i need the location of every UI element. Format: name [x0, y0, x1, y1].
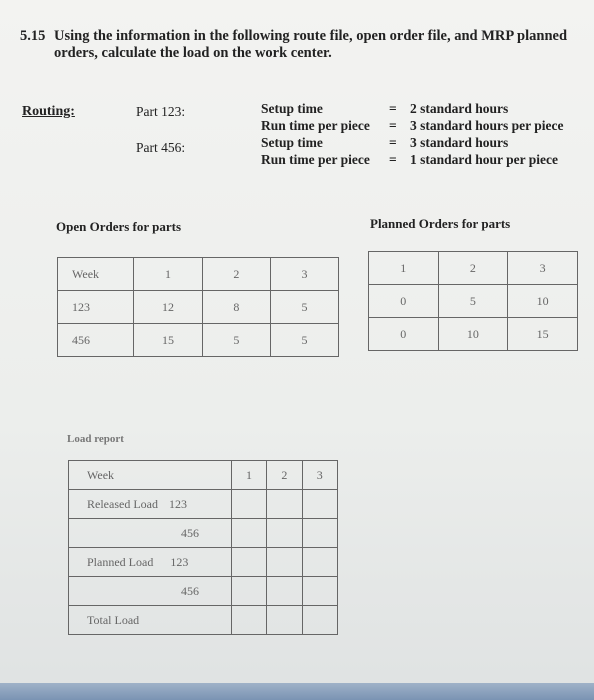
- part-456-label: Part 456:: [136, 140, 186, 155]
- table-row: [69, 490, 338, 519]
- routing-value: 1 standard hour per piece: [410, 152, 559, 167]
- problem-number: 5.15: [20, 28, 46, 44]
- empty-cell: [231, 606, 266, 635]
- table-cell: 5: [270, 291, 338, 324]
- empty-cell: [231, 490, 266, 519]
- routing-equals: =: [389, 101, 397, 116]
- table-row: [58, 324, 339, 357]
- empty-cell: [231, 577, 266, 606]
- week-cell: 2: [267, 461, 302, 490]
- problem-text: Using the information in the following route file, open order file, and MRP planned orders, calculate the load on the work center.: [54, 28, 568, 61]
- table-row: [69, 519, 338, 548]
- table-cell: 0: [369, 318, 439, 351]
- bottom-edge-strip: [0, 683, 594, 700]
- part-number: 123: [170, 554, 189, 569]
- empty-cell: [267, 490, 302, 519]
- planned-load-label: [69, 548, 232, 577]
- planned-orders-title: Planned Orders for parts: [370, 216, 511, 231]
- table-row: [369, 252, 578, 285]
- part-number: 456: [69, 519, 232, 548]
- routing-value: 3 standard hours per piece: [410, 118, 564, 133]
- routing-equals: =: [389, 118, 397, 133]
- part-number: 123: [168, 496, 187, 511]
- table-row: [58, 291, 339, 324]
- empty-cell: [302, 490, 337, 519]
- table-row: [69, 548, 338, 577]
- empty-cell: [267, 548, 302, 577]
- table-row: [58, 258, 339, 291]
- load-report-table: [68, 460, 338, 635]
- part-number: 456: [69, 577, 232, 606]
- empty-cell: [231, 519, 266, 548]
- table-cell: 5: [438, 285, 508, 318]
- open-orders-table: [57, 257, 339, 357]
- table-header-cell: Week: [58, 258, 134, 291]
- table-row: [369, 318, 578, 351]
- table-cell: 5: [202, 324, 270, 357]
- routing-value: 3 standard hours: [410, 135, 509, 150]
- empty-cell: [302, 606, 337, 635]
- planned-load-text: Planned Load: [87, 554, 154, 569]
- routing-value: 2 standard hours: [410, 101, 509, 116]
- table-cell: 10: [508, 285, 578, 318]
- table-header-cell: 3: [508, 252, 578, 285]
- routing-label: Routing:: [22, 104, 75, 119]
- week-cell: 3: [302, 461, 337, 490]
- table-header-cell: 2: [438, 252, 508, 285]
- empty-cell: [302, 577, 337, 606]
- table-cell: 8: [202, 291, 270, 324]
- table-cell: 0: [369, 285, 439, 318]
- table-row: [69, 606, 338, 635]
- routing-attr: Run time per piece: [261, 152, 370, 167]
- week-cell: 1: [231, 461, 266, 490]
- table-cell: 12: [134, 291, 203, 324]
- open-orders-title: Open Orders for parts: [56, 219, 182, 234]
- table-cell: 15: [508, 318, 578, 351]
- table-header-cell: 2: [202, 258, 270, 291]
- table-header-cell: 1: [134, 258, 203, 291]
- empty-cell: [267, 577, 302, 606]
- routing-equals: =: [389, 135, 397, 150]
- table-cell: 15: [134, 324, 203, 357]
- empty-cell: [302, 548, 337, 577]
- load-report-title: Load report: [67, 433, 124, 445]
- routing-attr: Setup time: [261, 135, 323, 150]
- routing-attr: Run time per piece: [261, 118, 370, 133]
- part-123-label: Part 123:: [136, 104, 186, 119]
- table-row: [69, 461, 338, 490]
- table-row: [69, 577, 338, 606]
- planned-orders-table: [368, 251, 578, 351]
- empty-cell: [267, 606, 302, 635]
- table-header-cell: 3: [270, 258, 338, 291]
- table-row: [369, 285, 578, 318]
- table-cell: 10: [438, 318, 508, 351]
- released-load-text: Released Load: [87, 496, 158, 511]
- empty-cell: [302, 519, 337, 548]
- week-label: Week: [69, 461, 232, 490]
- total-load-label: Total Load: [69, 606, 232, 635]
- empty-cell: [267, 519, 302, 548]
- routing-attr: Setup time: [261, 101, 323, 116]
- table-cell: 456: [58, 324, 134, 357]
- table-cell: 5: [270, 324, 338, 357]
- empty-cell: [231, 548, 266, 577]
- released-load-label: [69, 490, 232, 519]
- table-header-cell: 1: [369, 252, 439, 285]
- routing-equals: =: [389, 152, 397, 167]
- table-cell: 123: [58, 291, 134, 324]
